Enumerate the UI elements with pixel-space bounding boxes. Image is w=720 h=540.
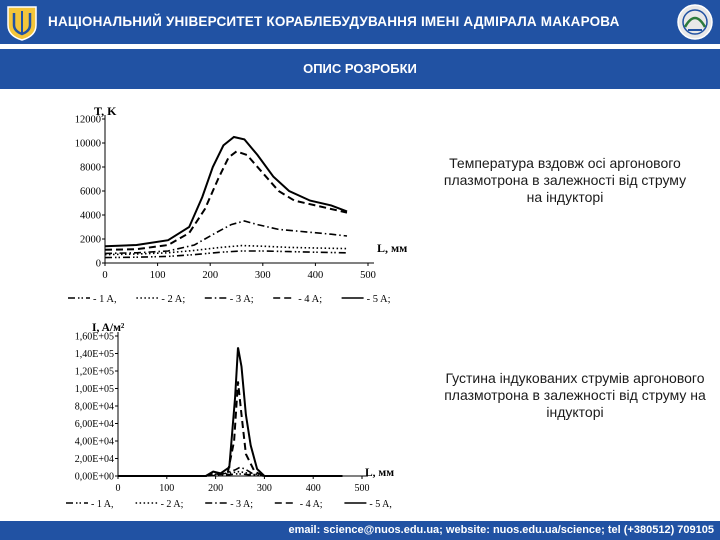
y-tick-label: 8000 (80, 162, 101, 174)
y-tick-label: 1,00E+05 (74, 384, 114, 395)
x-tick-label: 0 (115, 483, 121, 494)
x-tick-label: 0 (102, 270, 108, 281)
y-axis-label: I, A/м² (92, 322, 125, 334)
y-tick-label: 1,20E+05 (74, 366, 114, 378)
y-tick-label: 2,00E+04 (74, 454, 114, 465)
y-tick-label: 0 (95, 258, 101, 270)
legend-label-3: - 3 A; (230, 499, 253, 510)
university-name: НАЦІОНАЛЬНИЙ УНІВЕРСИТЕТ КОРАБЛЕБУДУВАННЯ ІМЕНІ АДМІРАЛА МАКАРОВА (48, 14, 620, 29)
x-tick-label: 400 (305, 483, 321, 494)
temperature-caption: Температура вздовж осі аргонового плазмотрона в залежності від струму на індукторі (443, 155, 687, 205)
x-axis-label: L, мм (377, 241, 408, 255)
series-line-5 (118, 347, 343, 476)
legend-label-4: - 4 A; (299, 499, 323, 510)
legend-label-5: - 5 A; (366, 294, 391, 305)
legend-label-1: - 1 A, (93, 294, 117, 305)
x-tick-label: 300 (256, 483, 272, 494)
y-tick-label: 10000 (74, 138, 101, 150)
x-tick-label: 100 (159, 483, 175, 494)
temperature-chart (60, 103, 420, 313)
footer-contacts: email: science@nuos.edu.ua; website: nuos.edu.ua/science; tel (+380512) 709105 (288, 524, 714, 536)
university-crest-icon (4, 3, 40, 41)
y-tick-label: 0,00E+00 (74, 471, 114, 483)
x-axis-label: L, мм (365, 467, 395, 479)
legend-label-2: - 2 A; (161, 294, 186, 305)
y-tick-label: 12000 (74, 114, 101, 126)
x-tick-label: 100 (149, 270, 166, 281)
current-density-caption: Густина індукованих струмів аргонового плазмотрона в залежності від струму на індукторі (444, 370, 706, 420)
y-tick-label: 1,60E+05 (74, 331, 114, 343)
header-bar (0, 0, 720, 44)
series-line-5 (105, 137, 347, 246)
x-tick-label: 400 (307, 270, 324, 281)
y-tick-label: 6000 (80, 186, 101, 198)
y-tick-label: 8,00E+04 (74, 401, 114, 413)
footer-bar (0, 521, 720, 540)
y-tick-label: 1,40E+05 (74, 349, 114, 360)
x-tick-label: 200 (202, 270, 219, 281)
series-line-2 (105, 246, 347, 255)
x-tick-label: 500 (360, 270, 376, 281)
legend-label-1: - 1 A, (91, 499, 114, 510)
section-title: ОПИС РОЗРОБКИ (303, 61, 417, 76)
y-axis-label: T, K (94, 104, 117, 118)
y-tick-label: 4,00E+04 (74, 436, 114, 448)
legend-label-4: - 4 A; (298, 294, 323, 305)
section-bar (0, 49, 720, 89)
university-emblem-icon (676, 3, 714, 41)
x-tick-label: 300 (254, 270, 271, 281)
legend-label-2: - 2 A; (160, 499, 184, 510)
legend-label-3: - 3 A; (229, 294, 254, 305)
x-tick-label: 500 (354, 483, 370, 494)
legend-label-5: - 5 A, (369, 499, 392, 510)
current-density-chart (52, 318, 422, 518)
y-tick-label: 4000 (80, 210, 101, 222)
y-tick-label: 6,00E+04 (74, 419, 114, 430)
y-tick-label: 2000 (80, 234, 101, 246)
x-tick-label: 200 (208, 483, 224, 494)
